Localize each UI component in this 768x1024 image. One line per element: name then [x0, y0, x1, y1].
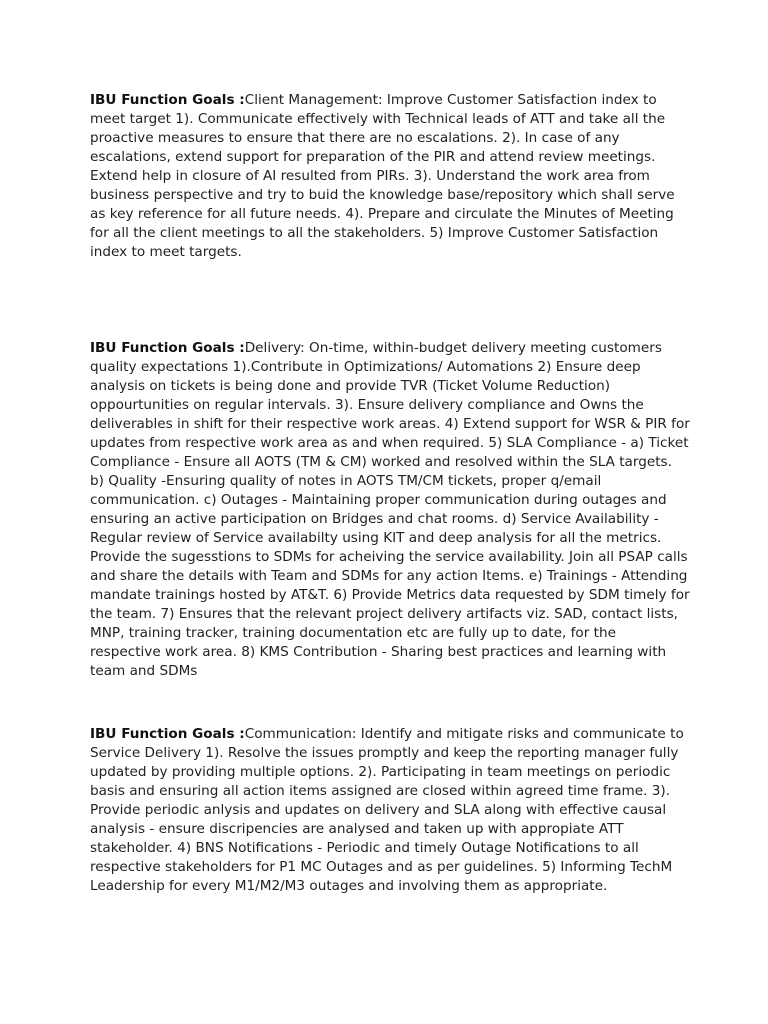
goal-section-delivery — [90, 339, 690, 681]
section-text: Communication: Identify and mitigate risks and communicate to Service Delivery 1). Resolve the issues promptly and keep the reporting manager fully updated by providing multiple options. 2). Participating in team meetings on periodic basis and ensuring all action items assigned are closed within agreed time frame. 3). Provide periodic anlysis and updates on delivery and SLA along with effective causal analysis - ensure discripencies are analysed and taken up with appropiate ATT stakeholder. 4) BNS Notifications - Periodic and timely Outage Notifications to all respective stakeholders for P1 MC Outages and as per guidelines. 5) Informing TechM Leadership for every M1/M2/M3 outages and involving them as appropriate. — [90, 726, 684, 894]
section-heading: IBU Function Goals : — [90, 340, 245, 356]
section-heading: IBU Function Goals : — [90, 92, 245, 108]
section-heading: IBU Function Goals : — [90, 726, 245, 742]
section-text: Delivery: On-time, within-budget delivery meeting customers quality expectations 1).Contribute in Optimizations/ Automations 2) Ensure deep analysis on tickets is being done and provide TVR (Ticket Volume Reduction) oppourtunities on regular intervals. 3). Ensure delivery compliance and Owns the deliverables in shift for their respective work areas. 4) Extend support for WSR & PIR for updates from respective work area as and when required. 5) SLA Compliance - a) Ticket Compliance - Ensure all AOTS (TM & CM) worked and resolved within the SLA targets. b) Quality -Ensuring quality of notes in AOTS TM/CM tickets, proper q/email communication. c) Outages - Maintaining proper communication during outages and ensuring an active participation on Bridges and chat rooms. d) Service Availability - Regular review of Service availabilty using KIT and deep analysis for all the metrics. Provide the sugesstions to SDMs for acheiving the service availability. Join all PSAP calls and share the details with Team and SDMs for any action Items. e) Trainings - Attending mandate trainings hosted by AT&T. 6) Provide Metrics data requested by SDM timely for the team. 7) Ensures that the relevant project delivery artifacts viz. SAD, contact lists, MNP, training tracker, training documentation etc are fully up to date, for the respective work area. 8) KMS Contribution - Sharing best practices and learning with team and SDMs — [90, 340, 690, 679]
goal-section-communication — [90, 725, 690, 896]
goal-section-client-management — [90, 91, 690, 262]
section-text: Client Management: Improve Customer Satisfaction index to meet target 1). Communicate effectively with Technical leads of ATT and take all the proactive measures to ensure that there are no escalations. 2). In case of any escalations, extend support for preparation of the PIR and attend review meetings. Extend help in closure of AI resulted from PIRs. 3). Understand the work area from business perspective and try to buid the knowledge base/repository which shall serve as key reference for all future needs. 4). Prepare and circulate the Minutes of Meeting for all the client meetings to all the stakeholders. 5) Improve Customer Satisfaction index to meet targets. — [90, 92, 675, 260]
